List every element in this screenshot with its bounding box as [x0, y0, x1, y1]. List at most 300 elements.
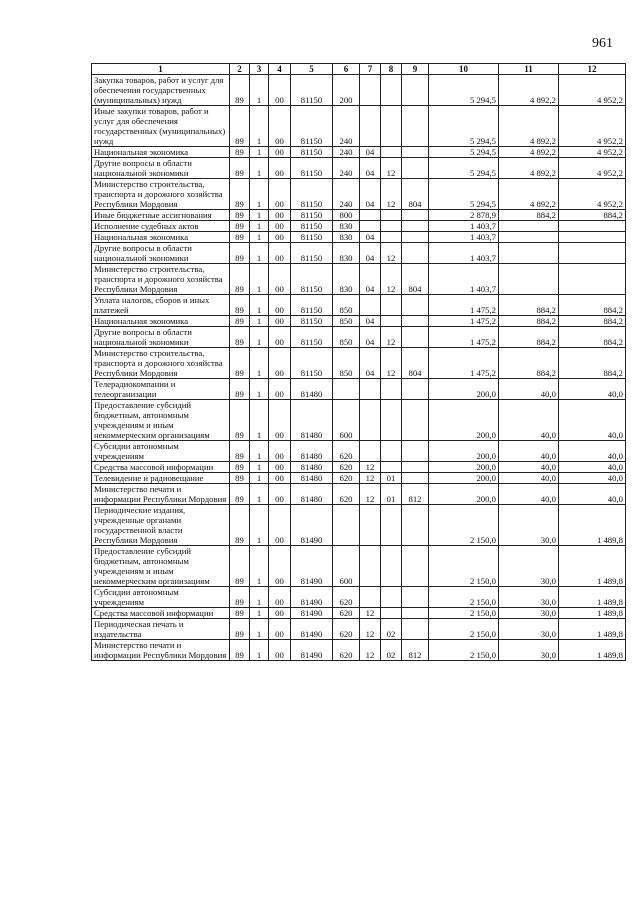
table-cell: 89 [230, 640, 250, 661]
table-row [92, 640, 626, 661]
table-cell [402, 243, 429, 264]
table-cell: 89 [230, 243, 250, 264]
table-cell: 00 [269, 232, 291, 243]
row-label-cell: Предоставление субсидий бюджетным, автономным учреждениям и иным некоммерческим организациям [92, 546, 230, 587]
table-cell: 00 [269, 327, 291, 348]
table-cell: 200,0 [429, 462, 499, 473]
table-cell: 40,0 [559, 484, 626, 505]
table-cell: 89 [230, 484, 250, 505]
table-row [92, 106, 626, 147]
table-cell: 00 [269, 546, 291, 587]
row-label-cell: Министерство строительства, транспорта и дорожного хозяйства Республики Мордовия [92, 348, 230, 379]
column-header: 3 [250, 64, 269, 75]
table-cell: 5 294,5 [429, 158, 499, 179]
table-cell: 804 [402, 348, 429, 379]
table-cell: 30,0 [499, 608, 559, 619]
table-cell: 81150 [291, 158, 333, 179]
table-cell [402, 619, 429, 640]
table-cell [381, 106, 402, 147]
table-cell: 00 [269, 221, 291, 232]
table-cell: 04 [360, 264, 381, 295]
table-cell: 40,0 [499, 379, 559, 400]
table-cell [360, 587, 381, 608]
table-cell: 40,0 [499, 473, 559, 484]
table-cell: 81480 [291, 441, 333, 462]
table-cell: 4 892,2 [499, 158, 559, 179]
table-cell: 1 [250, 587, 269, 608]
table-cell [381, 441, 402, 462]
table-cell: 620 [333, 608, 360, 619]
table-cell: 1 489,8 [559, 619, 626, 640]
table-cell: 1 489,8 [559, 587, 626, 608]
table-cell [402, 379, 429, 400]
page-number: 961 [592, 36, 613, 51]
table-cell: 00 [269, 210, 291, 221]
table-cell: 1 [250, 106, 269, 147]
row-label-cell: Иные бюджетные ассигнования [92, 210, 230, 221]
table-cell: 04 [360, 158, 381, 179]
table-cell: 81150 [291, 348, 333, 379]
table-cell: 00 [269, 608, 291, 619]
table-cell: 40,0 [559, 400, 626, 441]
table-row [92, 243, 626, 264]
table-cell: 40,0 [559, 462, 626, 473]
table-cell: 81150 [291, 221, 333, 232]
table-cell [499, 232, 559, 243]
row-label-cell: Телерадиокомпании и телеорганизации [92, 379, 230, 400]
table-cell: 1 [250, 316, 269, 327]
table-cell: 4 952,2 [559, 106, 626, 147]
table-cell: 884,2 [499, 327, 559, 348]
table-cell: 81480 [291, 379, 333, 400]
table-cell: 1 [250, 379, 269, 400]
table-cell: 81490 [291, 505, 333, 546]
table-cell: 1 [250, 158, 269, 179]
table-cell: 850 [333, 316, 360, 327]
table-cell: 1 [250, 640, 269, 661]
table-cell: 81490 [291, 608, 333, 619]
table-cell: 00 [269, 316, 291, 327]
table-cell: 200,0 [429, 441, 499, 462]
table-cell: 40,0 [499, 462, 559, 473]
table-cell [402, 75, 429, 106]
table-cell [402, 441, 429, 462]
table-cell: 81150 [291, 295, 333, 316]
table-cell: 1 [250, 441, 269, 462]
table-cell: 00 [269, 587, 291, 608]
column-header: 8 [381, 64, 402, 75]
row-label-cell: Национальная экономика [92, 316, 230, 327]
table-cell: 89 [230, 75, 250, 106]
table-cell: 620 [333, 484, 360, 505]
table-cell [499, 264, 559, 295]
table-cell: 620 [333, 640, 360, 661]
table-cell [402, 400, 429, 441]
table-cell: 89 [230, 295, 250, 316]
table-cell: 4 892,2 [499, 75, 559, 106]
row-label-cell: Министерство строительства, транспорта и дорожного хозяйства Республики Мордовия [92, 264, 230, 295]
table-cell: 1 [250, 221, 269, 232]
table-cell [402, 462, 429, 473]
table-cell [360, 441, 381, 462]
table-row [92, 441, 626, 462]
table-row [92, 147, 626, 158]
table-cell: 200,0 [429, 473, 499, 484]
table-row [92, 379, 626, 400]
table-cell [381, 587, 402, 608]
table-cell: 81150 [291, 147, 333, 158]
table-cell: 620 [333, 619, 360, 640]
table-cell: 00 [269, 441, 291, 462]
column-header: 6 [333, 64, 360, 75]
table-cell [381, 75, 402, 106]
table-cell: 40,0 [559, 379, 626, 400]
row-label-cell: Субсидии автономным учреждениям [92, 441, 230, 462]
column-header: 9 [402, 64, 429, 75]
table-cell: 81150 [291, 232, 333, 243]
table-cell: 81150 [291, 243, 333, 264]
table-cell [360, 106, 381, 147]
table-cell: 1 489,8 [559, 505, 626, 546]
table-row [92, 75, 626, 106]
table-cell: 04 [360, 316, 381, 327]
table-cell: 12 [360, 640, 381, 661]
table-cell: 00 [269, 505, 291, 546]
table-cell [402, 327, 429, 348]
table-cell: 89 [230, 232, 250, 243]
table-cell: 2 150,0 [429, 640, 499, 661]
table-cell: 89 [230, 210, 250, 221]
row-label-cell: Средства массовой информации [92, 608, 230, 619]
table-cell: 884,2 [499, 316, 559, 327]
row-label-cell: Национальная экономика [92, 147, 230, 158]
table-cell: 240 [333, 147, 360, 158]
table-cell: 600 [333, 400, 360, 441]
table-cell: 812 [402, 484, 429, 505]
table-cell: 884,2 [499, 295, 559, 316]
table-cell [499, 243, 559, 264]
table-cell [402, 106, 429, 147]
table-cell [402, 608, 429, 619]
column-header: 5 [291, 64, 333, 75]
table-cell: 30,0 [499, 587, 559, 608]
table-cell: 81480 [291, 462, 333, 473]
table-cell [381, 608, 402, 619]
table-cell: 00 [269, 106, 291, 147]
table-cell: 04 [360, 232, 381, 243]
table-cell: 2 878,9 [429, 210, 499, 221]
table-cell: 04 [360, 179, 381, 210]
table-cell [381, 379, 402, 400]
table-cell: 5 294,5 [429, 179, 499, 210]
table-cell: 1 [250, 295, 269, 316]
table-cell: 01 [381, 473, 402, 484]
row-label-cell: Средства массовой информации [92, 462, 230, 473]
table-cell: 00 [269, 619, 291, 640]
column-header: 1 [92, 64, 230, 75]
table-row [92, 221, 626, 232]
table-cell: 240 [333, 179, 360, 210]
table-cell: 1 [250, 243, 269, 264]
table-cell: 1 475,2 [429, 316, 499, 327]
table-cell: 04 [360, 348, 381, 379]
table-cell: 1 489,8 [559, 608, 626, 619]
table-cell [402, 316, 429, 327]
table-cell: 00 [269, 264, 291, 295]
table-row [92, 295, 626, 316]
table-cell: 830 [333, 243, 360, 264]
table-cell: 89 [230, 327, 250, 348]
table-cell: 00 [269, 484, 291, 505]
table-cell: 1 475,2 [429, 295, 499, 316]
table-cell: 884,2 [559, 295, 626, 316]
table-cell: 89 [230, 619, 250, 640]
table-cell: 884,2 [559, 327, 626, 348]
table-cell: 2 150,0 [429, 505, 499, 546]
table-cell: 1 [250, 179, 269, 210]
table-cell [381, 546, 402, 587]
table-cell [402, 505, 429, 546]
budget-table [91, 63, 626, 661]
table-row [92, 327, 626, 348]
table-cell: 2 150,0 [429, 587, 499, 608]
table-cell: 12 [360, 619, 381, 640]
table-cell: 89 [230, 587, 250, 608]
table-cell: 4 952,2 [559, 179, 626, 210]
row-label-cell: Национальная экономика [92, 232, 230, 243]
table-row [92, 473, 626, 484]
table-cell: 12 [381, 264, 402, 295]
table-cell [402, 147, 429, 158]
table-cell: 12 [360, 608, 381, 619]
table-row [92, 400, 626, 441]
table-cell [559, 221, 626, 232]
table-row [92, 587, 626, 608]
table-cell: 30,0 [499, 546, 559, 587]
table-row [92, 619, 626, 640]
table-cell: 00 [269, 473, 291, 484]
table-cell: 4 892,2 [499, 106, 559, 147]
table-cell: 00 [269, 379, 291, 400]
table-cell: 884,2 [559, 348, 626, 379]
table-cell: 81480 [291, 473, 333, 484]
table-cell: 1 [250, 210, 269, 221]
row-label-cell: Другие вопросы в области национальной экономики [92, 243, 230, 264]
table-cell: 1 489,8 [559, 640, 626, 661]
table-cell: 89 [230, 316, 250, 327]
table-cell: 89 [230, 158, 250, 179]
row-label-cell: Предоставление субсидий бюджетным, автономным учреждениям и иным некоммерческим организациям [92, 400, 230, 441]
table-cell: 89 [230, 348, 250, 379]
row-label-cell: Другие вопросы в области национальной экономики [92, 327, 230, 348]
table-cell: 12 [381, 348, 402, 379]
table-cell [360, 379, 381, 400]
table-cell: 00 [269, 295, 291, 316]
table-row [92, 210, 626, 221]
table-cell [333, 505, 360, 546]
table-row [92, 462, 626, 473]
table-cell: 89 [230, 473, 250, 484]
table-cell [381, 147, 402, 158]
table-cell: 40,0 [559, 473, 626, 484]
table-cell: 40,0 [559, 441, 626, 462]
table-cell: 200,0 [429, 379, 499, 400]
table-cell: 804 [402, 264, 429, 295]
table-cell: 81480 [291, 400, 333, 441]
row-label-cell: Субсидии автономным учреждениям [92, 587, 230, 608]
table-cell [381, 316, 402, 327]
table-cell: 89 [230, 379, 250, 400]
table-cell: 00 [269, 462, 291, 473]
table-cell: 1 [250, 348, 269, 379]
column-header: 10 [429, 64, 499, 75]
column-header: 11 [499, 64, 559, 75]
table-cell: 850 [333, 348, 360, 379]
table-cell: 1 475,2 [429, 348, 499, 379]
table-cell: 5 294,5 [429, 75, 499, 106]
table-cell [402, 546, 429, 587]
table-cell: 00 [269, 400, 291, 441]
table-cell: 81150 [291, 75, 333, 106]
table-cell [402, 295, 429, 316]
table-cell: 1 489,8 [559, 546, 626, 587]
table-cell: 89 [230, 264, 250, 295]
table-cell: 5 294,5 [429, 106, 499, 147]
table-cell [381, 400, 402, 441]
table-cell: 1 475,2 [429, 327, 499, 348]
table-cell: 30,0 [499, 505, 559, 546]
table-cell: 81150 [291, 316, 333, 327]
table-cell: 620 [333, 441, 360, 462]
table-cell: 1 403,7 [429, 221, 499, 232]
table-row [92, 264, 626, 295]
table-cell: 81150 [291, 106, 333, 147]
table-cell [559, 232, 626, 243]
table-cell: 89 [230, 608, 250, 619]
row-label-cell: Уплата налогов, сборов и иных платежей [92, 295, 230, 316]
row-label-cell: Иные закупки товаров, работ и услуг для обеспечения государственных (муниципальных) нужд [92, 106, 230, 147]
table-cell [402, 232, 429, 243]
row-label-cell: Периодические издания, учрежденные органами государственной власти Республики Мордовия [92, 505, 230, 546]
table-cell: 1 [250, 462, 269, 473]
row-label-cell: Периодическая печать и издательства [92, 619, 230, 640]
table-cell: 12 [381, 179, 402, 210]
table-cell [559, 243, 626, 264]
table-cell [402, 221, 429, 232]
row-label-cell: Министерство печати и информации Республики Мордовия [92, 640, 230, 661]
table-cell: 1 [250, 619, 269, 640]
table-row [92, 505, 626, 546]
table-cell [402, 473, 429, 484]
column-header: 7 [360, 64, 381, 75]
table-cell: 12 [381, 243, 402, 264]
table-cell: 81480 [291, 484, 333, 505]
table-cell [360, 295, 381, 316]
table-cell: 850 [333, 295, 360, 316]
table-cell: 200,0 [429, 484, 499, 505]
table-cell: 2 150,0 [429, 546, 499, 587]
table-cell: 12 [360, 473, 381, 484]
table-cell: 830 [333, 221, 360, 232]
table-cell: 812 [402, 640, 429, 661]
table-cell: 884,2 [559, 210, 626, 221]
row-label-cell: Министерство печати и информации Республики Мордовия [92, 484, 230, 505]
table-cell: 884,2 [499, 210, 559, 221]
row-label-cell: Телевидение и радиовещание [92, 473, 230, 484]
table-cell [381, 295, 402, 316]
table-cell: 89 [230, 179, 250, 210]
table-cell: 04 [360, 243, 381, 264]
table-cell: 01 [381, 484, 402, 505]
table-cell: 12 [360, 462, 381, 473]
column-header: 4 [269, 64, 291, 75]
table-cell [402, 158, 429, 179]
table-cell: 1 [250, 400, 269, 441]
column-header: 12 [559, 64, 626, 75]
table-cell: 40,0 [499, 484, 559, 505]
table-body [92, 75, 626, 661]
table-cell: 02 [381, 619, 402, 640]
table-cell [559, 264, 626, 295]
table-cell: 2 150,0 [429, 619, 499, 640]
table-cell [360, 505, 381, 546]
table-cell: 4 892,2 [499, 147, 559, 158]
row-label-cell: Другие вопросы в области национальной экономики [92, 158, 230, 179]
table-cell: 00 [269, 158, 291, 179]
table-cell [381, 221, 402, 232]
table-cell: 1 403,7 [429, 232, 499, 243]
table-cell: 800 [333, 210, 360, 221]
table-cell: 04 [360, 327, 381, 348]
table-cell: 30,0 [499, 640, 559, 661]
table-cell: 200 [333, 75, 360, 106]
table-cell: 04 [360, 147, 381, 158]
table-cell: 00 [269, 348, 291, 379]
column-header: 2 [230, 64, 250, 75]
table-cell: 00 [269, 243, 291, 264]
table-cell: 00 [269, 179, 291, 210]
table-cell: 884,2 [499, 348, 559, 379]
table-row [92, 232, 626, 243]
table-cell: 620 [333, 462, 360, 473]
table-cell: 00 [269, 75, 291, 106]
table-cell: 1 [250, 505, 269, 546]
table-cell: 12 [381, 158, 402, 179]
table-cell: 40,0 [499, 441, 559, 462]
table-cell [360, 210, 381, 221]
row-label-cell: Закупка товаров, работ и услуг для обеспечения государственных (муниципальных) нужд [92, 75, 230, 106]
table-cell: 89 [230, 505, 250, 546]
table-cell: 81490 [291, 619, 333, 640]
table-cell [381, 505, 402, 546]
table-cell: 81490 [291, 546, 333, 587]
table-row [92, 179, 626, 210]
table-cell: 1 [250, 546, 269, 587]
table-cell: 81150 [291, 264, 333, 295]
table-cell [381, 462, 402, 473]
table-cell: 1 [250, 484, 269, 505]
table-cell: 89 [230, 106, 250, 147]
table-cell: 1 [250, 75, 269, 106]
table-cell [360, 546, 381, 587]
table-row [92, 484, 626, 505]
table-cell: 850 [333, 327, 360, 348]
table-cell: 4 892,2 [499, 179, 559, 210]
table-cell: 620 [333, 473, 360, 484]
table-cell: 600 [333, 546, 360, 587]
table-cell [402, 587, 429, 608]
table-cell: 30,0 [499, 619, 559, 640]
